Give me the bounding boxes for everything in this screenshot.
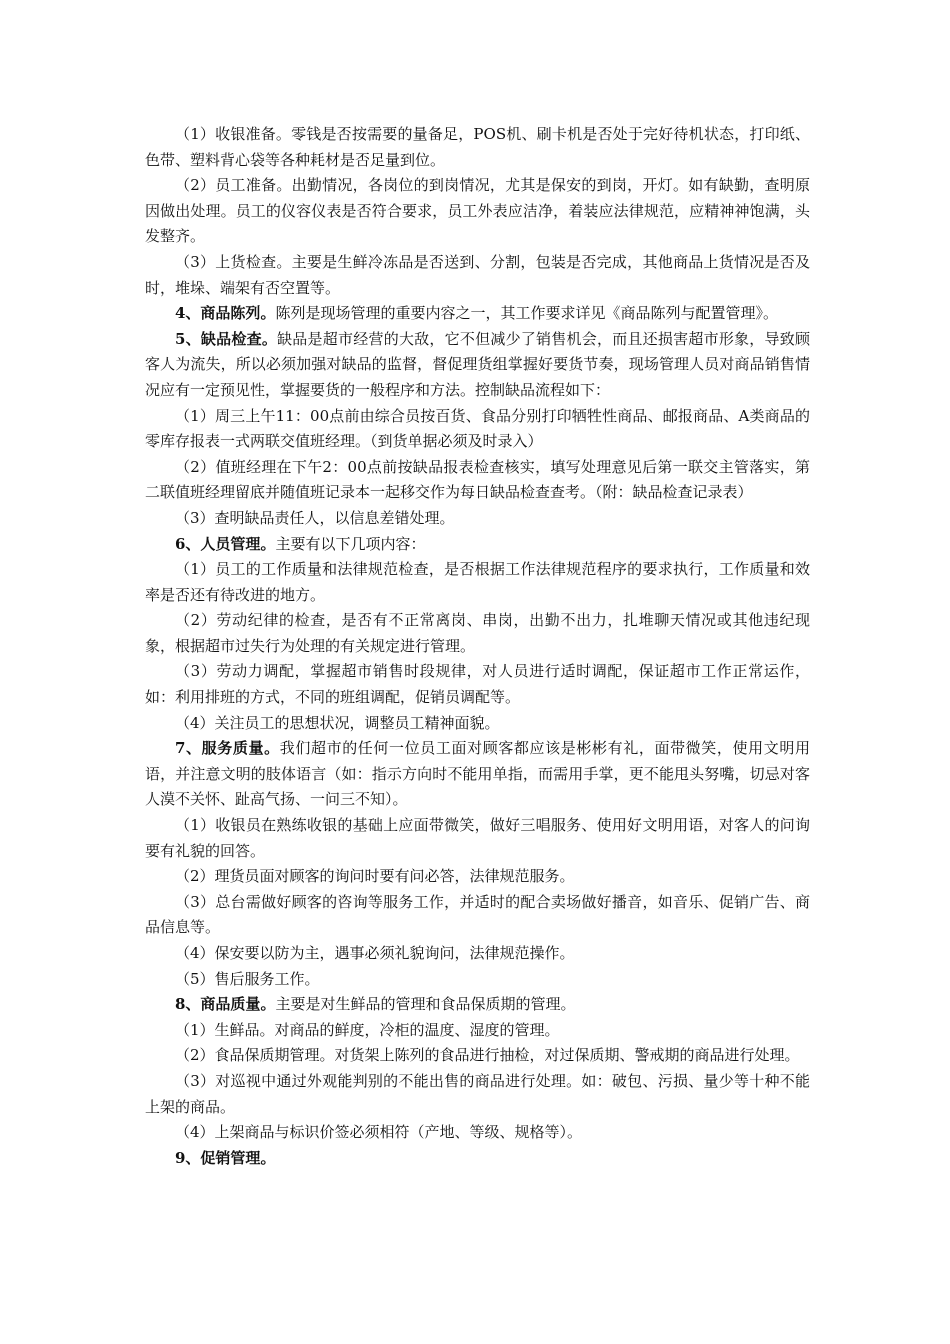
paragraph-17: [145, 890, 810, 941]
paragraph-text: （1）员工的工作质量和法律规范检查，是否根据工作法律规范程序的要求执行，工作质量和效率是否还有待改进的地方。: [145, 560, 810, 604]
paragraph-4: [145, 301, 810, 327]
paragraph-24: [145, 1120, 810, 1146]
paragraph-text: 缺品是超市经营的大敌，它不但减少了销售机会，而且还损害超市形象，导致顾客人为流失，所以必须加强对缺品的监督，督促理货组掌握好要货节奏，现场管理人员对商品销售情况应有一定预见性，掌握要货的一般程序和方法。控制缺品流程如下：: [145, 329, 810, 399]
paragraph-text: （5）售后服务工作。: [175, 969, 320, 988]
section-heading: 4、商品陈列。: [175, 304, 276, 323]
paragraph-text: （2）理货员面对顾客的询问时要有问必答，法律规范服务。: [175, 867, 575, 886]
paragraph-text: （1）收银准备。零钱是否按需要的量备足，POS机、刷卡机是否处于完好待机状态，打印纸、色带、塑料背心袋等各种耗材是否足量到位。: [145, 125, 810, 169]
paragraph-text: （2）食品保质期管理。对货架上陈列的食品进行抽检，对过保质期、警戒期的商品进行处理。: [175, 1046, 800, 1065]
paragraph-5: [145, 327, 810, 404]
paragraph-9: [145, 532, 810, 558]
paragraph-text: （1）周三上午11：00点前由综合员按百货、食品分别打印牺牲性商品、邮报商品、A类商品的零库存报表一式两联交值班经理。（到货单据必须及时录入）: [145, 406, 810, 451]
paragraph-1: [145, 122, 810, 173]
section-heading: 9、促销管理。: [175, 1148, 276, 1167]
paragraph-13: [145, 711, 810, 737]
paragraph-text: 主要有以下几项内容：: [275, 534, 426, 553]
paragraph-text: （3）总台需做好顾客的咨询等服务工作，并适时的配合卖场做好播音，如音乐、促销广告、商品信息等。: [145, 892, 810, 937]
paragraph-19: [145, 967, 810, 993]
paragraph-22: [145, 1043, 810, 1069]
paragraph-text: （2）劳动纪律的检查，是否有不正常离岗、串岗，出勤不出力，扎堆聊天情况或其他违纪现象，根据超市过失行为处理的有关规定进行管理。: [145, 611, 810, 655]
paragraph-text: （3）上货检查。主要是生鲜冷冻品是否送到、分割，包装是否完成，其他商品上货情况是否及时，堆垛、端架有否空置等。: [145, 252, 810, 297]
paragraph-21: [145, 1018, 810, 1044]
section-heading: 6、人员管理。: [175, 534, 276, 553]
paragraph-3: [145, 250, 810, 301]
section-heading: 8、商品质量。: [175, 995, 276, 1014]
paragraph-6: [145, 404, 810, 455]
paragraph-text: （2）员工准备。出勤情况，各岗位的到岗情况，尤其是保安的到岗，开灯。如有缺勤，查明原因做出处理。员工的仪容仪表是否符合要求，员工外表应洁净，着装应法律规范，应精神神饱满，头发整齐。: [145, 176, 810, 246]
paragraph-15: [145, 813, 810, 864]
paragraph-text: （3）查明缺品责任人，以信息差错处理。: [175, 508, 455, 527]
paragraph-text: （3）劳动力调配，掌握超市销售时段规律，对人员进行适时调配，保证超市工作正常运作，如：利用排班的方式，不同的班组调配，促销员调配等。: [145, 662, 810, 707]
paragraph-8: [145, 506, 810, 532]
section-heading: 5、缺品检查。: [175, 329, 278, 348]
paragraph-18: [145, 941, 810, 967]
paragraph-text: （4）保安要以防为主，遇事必须礼貌询问，法律规范操作。: [175, 944, 575, 962]
paragraph-25: [145, 1146, 810, 1172]
paragraph-text: （1）收银员在熟练收银的基础上应面带微笑，做好三唱服务、使用好文明用语，对客人的问询要有礼貌的回答。: [145, 816, 810, 860]
paragraph-16: [145, 864, 810, 890]
paragraph-text: （4）关注员工的思想状况，调整员工精神面貌。: [175, 713, 500, 732]
paragraph-12: [145, 659, 810, 710]
paragraph-7: [145, 455, 810, 506]
paragraph-2: [145, 173, 810, 250]
section-heading: 7、服务质量。: [175, 739, 280, 758]
document-body: [145, 122, 810, 1171]
paragraph-text: 陈列是现场管理的重要内容之一，其工作要求详见《商品陈列与配置管理》。: [275, 304, 778, 323]
paragraph-text: 我们超市的任何一位员工面对顾客都应该是彬彬有礼，面带微笑，使用文明用语，并注意文明的肢体语言（如：指示方向时不能用单指，而需用手掌，更不能甩头努嘴，切忌对客人漠不关怀、趾高气扬、一问三不知）。: [145, 739, 810, 809]
paragraph-text: （4）上架商品与标识价签必须相符（产地、等级、规格等）。: [175, 1123, 583, 1142]
paragraph-text: （1）生鲜品。对商品的鲜度，冷柜的温度、湿度的管理。: [175, 1020, 560, 1039]
paragraph-20: [145, 992, 810, 1018]
paragraph-text: 主要是对生鲜品的管理和食品保质期的管理。: [275, 995, 576, 1014]
paragraph-10: [145, 557, 810, 608]
paragraph-text: （2）值班经理在下午2：00点前按缺品报表检查核实，填写处理意见后第一联交主管落实，第二联值班经理留底并随值班记录本一起移交作为每日缺品检查查考。（附：缺品检查记录表）: [145, 457, 810, 502]
paragraph-23: [145, 1069, 810, 1120]
paragraph-text: （3）对巡视中通过外观能判别的不能出售的商品进行处理。如：破包、污损、量少等十种不能上架的商品。: [145, 1071, 810, 1116]
paragraph-14: [145, 736, 810, 813]
paragraph-11: [145, 608, 810, 659]
